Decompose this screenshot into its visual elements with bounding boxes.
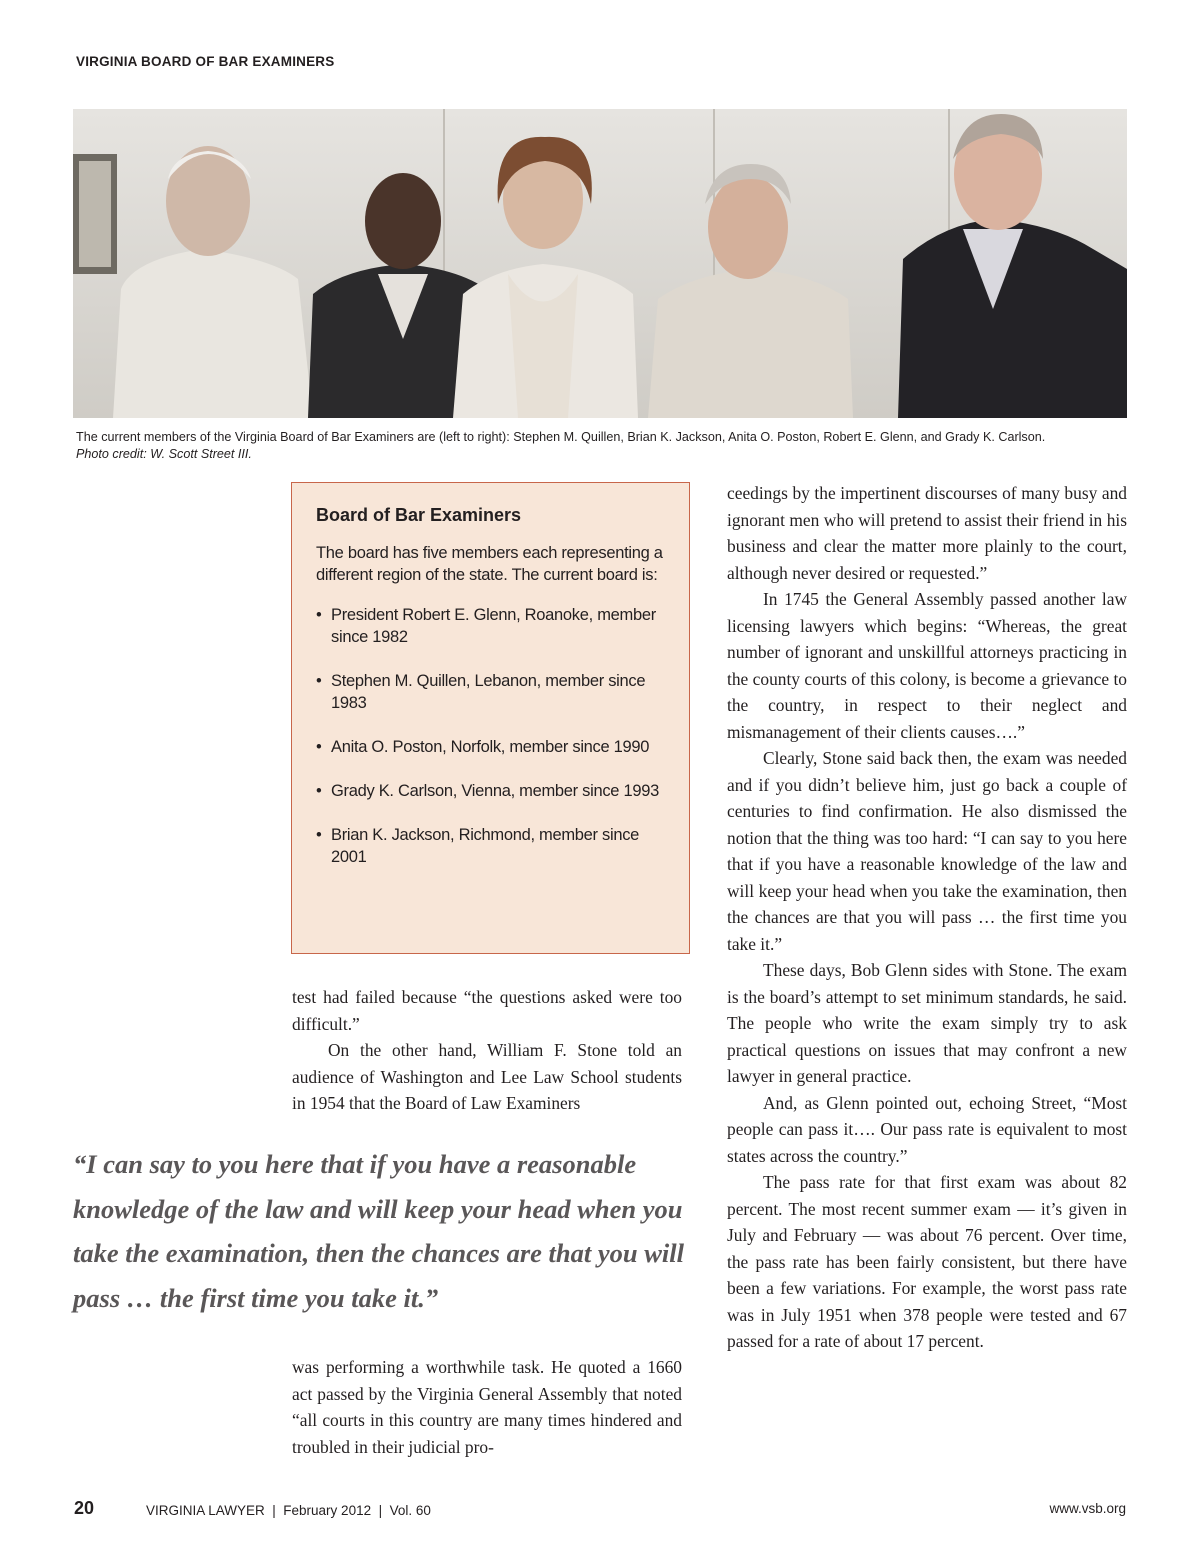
sidebar-intro: The board has five members each representing a different region of the state. The current board is: <box>316 544 663 584</box>
caption-text: The current members of the Virginia Board of Bar Examiners are (left to right): Stephen M. Quillen, Brian K. Jackson, Anita O. Poston, Robert E. Glenn, and Grady K. Carlson. <box>76 430 1046 444</box>
publication-info: VIRGINIA LAWYER | February 2012 | Vol. 60 <box>146 1503 431 1518</box>
paragraph: ceedings by the impertinent discourses of many busy and ignorant men who will pretend to assist their friend in his business and clear the matter more plainly to the court, although never desired or requested.” <box>727 483 1127 583</box>
paragraph: The pass rate for that first exam was about 82 percent. The most recent summer exam — it’s given in July and February — was about 76 percent. Over time, the pass rate has been fairly consistent, but there have been a few variations. For example, the worst pass rate was in July 1951 when 378 people were tested and 67 passed for a rate of about 17 percent. <box>727 1172 1127 1351</box>
list-item: • Grady K. Carlson, Vienna, member since 1993 <box>316 780 665 802</box>
middle-column-bottom <box>292 1354 682 1460</box>
list-item: • Brian K. Jackson, Richmond, member since 2001 <box>316 824 665 868</box>
pull-quote: “I can say to you here that if you have a reasonable knowledge of the law and will keep your head when you take the examination, then the chances are that you will pass … the first time you take it.” <box>73 1149 685 1313</box>
photo-credit: Photo credit: W. Scott Street III. <box>76 447 252 461</box>
list-item: • President Robert E. Glenn, Roanoke, member since 1982 <box>316 604 665 648</box>
site-url: www.vsb.org <box>1049 1501 1126 1516</box>
paragraph: Clearly, Stone said back then, the exam was needed and if you didn’t believe him, just go back a couple of centuries to find confirmation. He also dismissed the notion that the thing was too hard: “I can say to you here that if you have a reasonable knowledge of the law and will keep your head when you take the examination, then the chances are that you will pass … the first time you take it.” <box>727 748 1127 954</box>
running-head: VIRGINIA BOARD OF BAR EXAMINERS <box>76 54 335 69</box>
list-item: • Stephen M. Quillen, Lebanon, member since 1983 <box>316 670 665 714</box>
board-members-photo <box>73 109 1127 418</box>
sidebar-title: Board of Bar Examiners <box>316 505 522 525</box>
paragraph: test had failed because “the questions asked were too difficult.” <box>292 987 682 1034</box>
paragraph: On the other hand, William F. Stone told an audience of Washington and Lee Law School students in 1954 that the Board of Law Examiners <box>292 1040 682 1113</box>
photo-caption <box>76 429 1136 463</box>
paragraph: And, as Glenn pointed out, echoing Street, “Most people can pass it…. Our pass rate is equivalent to most states across the country.” <box>727 1092 1127 1166</box>
list-item: • Anita O. Poston, Norfolk, member since 1990 <box>316 736 665 758</box>
right-column <box>727 480 1127 1355</box>
board-sidebar-box <box>291 482 690 954</box>
paragraph: These days, Bob Glenn sides with Stone. The exam is the board’s attempt to set minimum standards, he said. The people who write the exam simply try to ask practical questions on issues that may confront a new lawyer in general practice. <box>727 960 1127 1086</box>
paragraph: In 1745 the General Assembly passed another law licensing lawyers which begins: “Whereas, the great number of ignorant and unskillful attorneys practicing in the county courts of this colony, is become a grievance to the country, in respect to their neglect and mismanagement of their clients causes….” <box>727 589 1127 742</box>
page-number: 20 <box>74 1498 95 1518</box>
group-photo-icon <box>73 109 1127 418</box>
paragraph: was performing a worthwhile task. He quoted a 1660 act passed by the Virginia General Assembly that noted “all courts in this country are many times hindered and troubled in their judicial pro- <box>292 1357 682 1457</box>
middle-column-top <box>292 984 682 1117</box>
member-list <box>316 604 665 868</box>
